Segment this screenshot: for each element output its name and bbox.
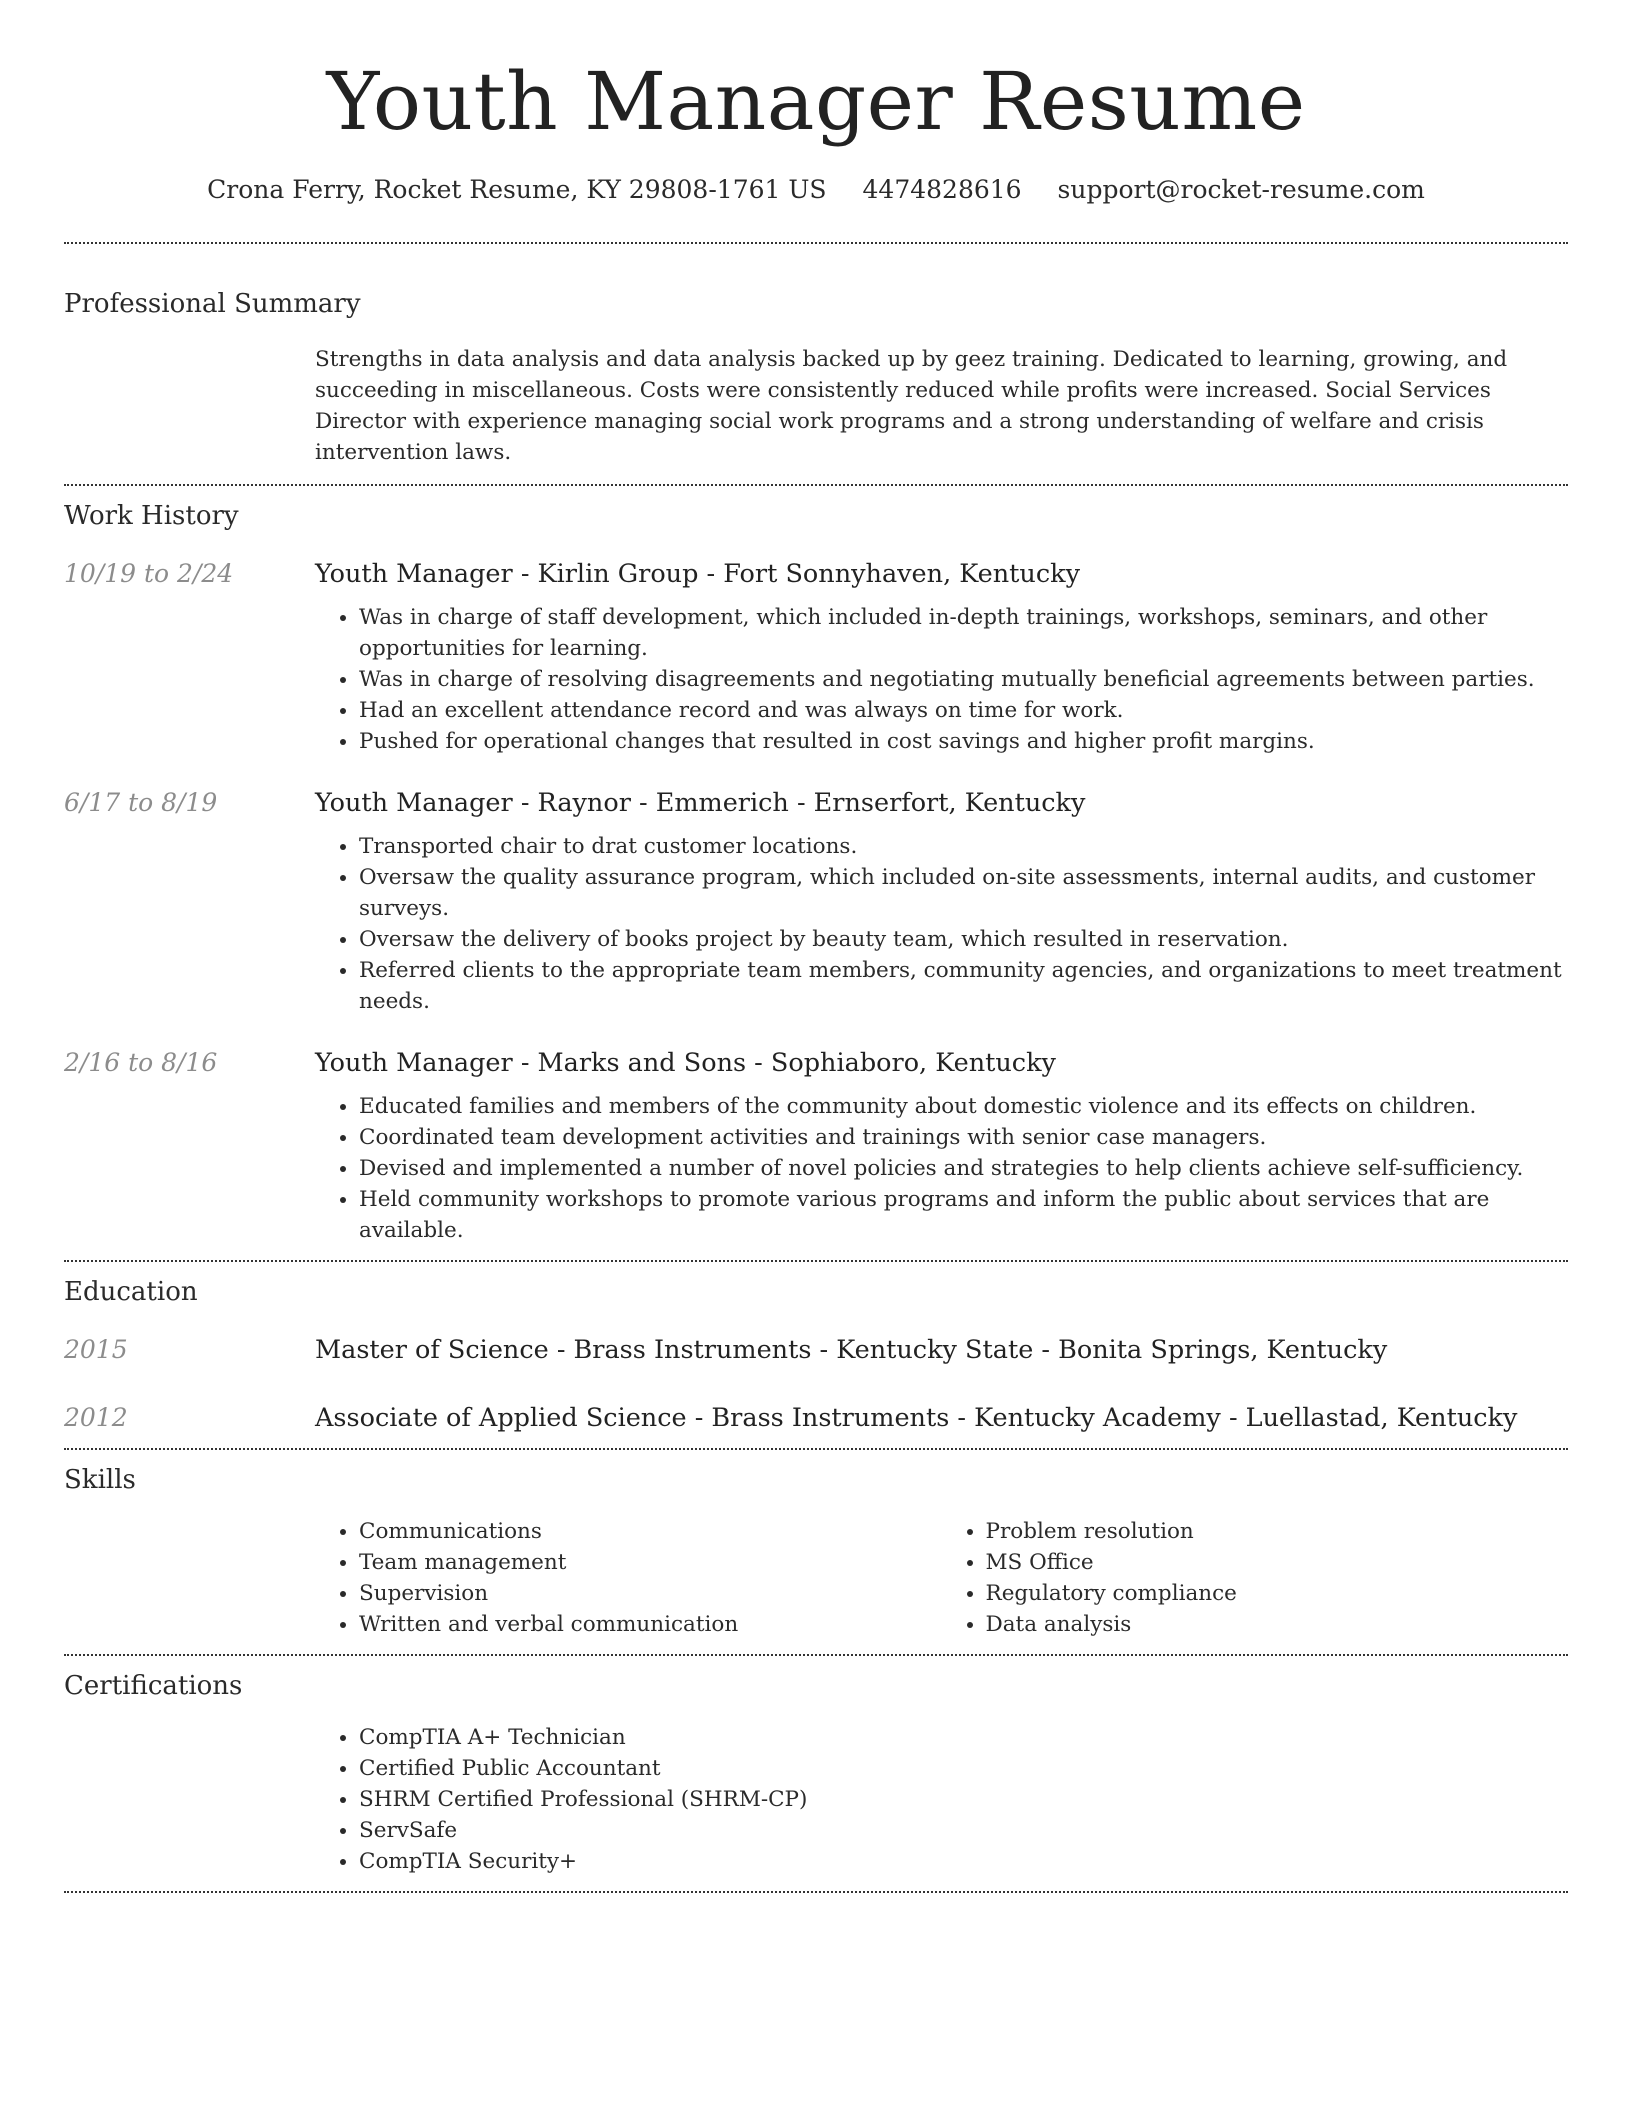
contact-address: Crona Ferry, Rocket Resume, KY 29808-1761 US bbox=[207, 175, 827, 204]
job-bullet: • Transported chair to drat customer locations. bbox=[359, 831, 1568, 862]
summary-text: Strengths in data analysis and data analysis backed up by geez training. Dedicated to learning, growing, and succeeding in miscellaneous. Costs were consistently reduced while profits were increased. Social Services Director with experience managing social work programs and a strong understanding of welfare and crisis intervention laws. bbox=[315, 347, 1508, 465]
skill-item: • Regulatory compliance bbox=[986, 1578, 1569, 1609]
resume-header bbox=[64, 0, 1568, 208]
education-entry bbox=[64, 1400, 1568, 1436]
education-degree: Associate of Applied Science - Brass Instruments - Kentucky Academy - Luellastad, Kentucky bbox=[315, 1403, 1518, 1433]
section-title-work: Work History bbox=[64, 501, 239, 531]
skills-grid bbox=[315, 1498, 1568, 1654]
contact-email: support@rocket-resume.com bbox=[1057, 175, 1425, 204]
resume-title: Youth Manager Resume bbox=[326, 55, 1306, 148]
job-bullet: • Devised and implemented a number of novel policies and strategies to help clients achieve self-sufficiency. bbox=[359, 1153, 1568, 1184]
job-date: 6/17 to 8/19 bbox=[64, 788, 218, 817]
job-bullets bbox=[315, 831, 1568, 1017]
skill-item: • Data analysis bbox=[986, 1609, 1569, 1640]
job-role: Youth Manager - Kirlin Group - Fort Sonnyhaven, Kentucky bbox=[315, 559, 1080, 589]
job-entry bbox=[64, 556, 1568, 757]
education-degree: Master of Science - Brass Instruments - Kentucky State - Bonita Springs, Kentucky bbox=[315, 1335, 1388, 1365]
skill-item: • Written and verbal communication bbox=[359, 1609, 942, 1640]
skill-item: • Supervision bbox=[359, 1578, 942, 1609]
section-title-education: Education bbox=[64, 1277, 198, 1307]
education-section bbox=[64, 1262, 1568, 1448]
certification-item: • ServSafe bbox=[359, 1815, 1568, 1846]
contact-phone: 4474828616 bbox=[862, 175, 1022, 204]
job-bullet: • Oversaw the delivery of books project by beauty team, which resulted in reservation. bbox=[359, 924, 1568, 955]
skill-item: • MS Office bbox=[986, 1547, 1569, 1578]
certification-bullets bbox=[315, 1722, 1568, 1877]
job-bullet: • Was in charge of resolving disagreements and negotiating mutually beneficial agreements between parties. bbox=[359, 664, 1568, 695]
job-bullet: • Oversaw the quality assurance program, which included on-site assessments, internal audits, and customer surveys. bbox=[359, 862, 1568, 924]
job-date: 10/19 to 2/24 bbox=[64, 559, 234, 588]
certification-item: • Certified Public Accountant bbox=[359, 1753, 1568, 1784]
job-bullet: • Pushed for operational changes that resulted in cost savings and higher profit margins. bbox=[359, 726, 1568, 757]
skill-item: • Communications bbox=[359, 1516, 942, 1547]
job-role: Youth Manager - Marks and Sons - Sophiaboro, Kentucky bbox=[315, 1048, 1056, 1078]
contact-line bbox=[64, 172, 1568, 208]
job-bullet: • Held community workshops to promote various programs and inform the public about services that are available. bbox=[359, 1184, 1568, 1246]
skill-item: • Team management bbox=[359, 1547, 942, 1578]
education-entry bbox=[64, 1332, 1568, 1368]
section-divider bbox=[64, 1891, 1568, 1893]
section-title-skills: Skills bbox=[64, 1465, 136, 1495]
job-bullet: • Was in charge of staff development, which included in-depth trainings, workshops, seminars, and other opportunities for learning. bbox=[359, 602, 1568, 664]
certification-item: • SHRM Certified Professional (SHRM-CP) bbox=[359, 1784, 1568, 1815]
certifications-section bbox=[64, 1656, 1568, 1891]
job-body bbox=[315, 785, 1568, 1017]
job-entry bbox=[64, 1045, 1568, 1246]
skills-column-right bbox=[942, 1516, 1569, 1640]
skills-section bbox=[64, 1450, 1568, 1654]
job-entry bbox=[64, 785, 1568, 1017]
section-title-summary: Professional Summary bbox=[64, 289, 361, 319]
skills-column-left bbox=[315, 1516, 942, 1640]
job-bullets bbox=[315, 602, 1568, 757]
job-bullet: • Coordinated team development activities and trainings with senior case managers. bbox=[359, 1122, 1568, 1153]
certification-item: • CompTIA A+ Technician bbox=[359, 1722, 1568, 1753]
job-body bbox=[315, 556, 1568, 757]
job-bullet: • Referred clients to the appropriate team members, community agencies, and organizations to meet treatment needs. bbox=[359, 955, 1568, 1017]
job-role: Youth Manager - Raynor - Emmerich - Ernserfort, Kentucky bbox=[315, 788, 1086, 818]
job-bullet: • Educated families and members of the community about domestic violence and its effects on children. bbox=[359, 1091, 1568, 1122]
job-bullet: • Had an excellent attendance record and was always on time for work. bbox=[359, 695, 1568, 726]
certifications-list bbox=[315, 1704, 1568, 1891]
work-history-section bbox=[64, 486, 1568, 1260]
certification-item: • CompTIA Security+ bbox=[359, 1846, 1568, 1877]
skill-item: • Problem resolution bbox=[986, 1516, 1569, 1547]
job-body bbox=[315, 1045, 1568, 1246]
professional-summary-section bbox=[64, 244, 1568, 484]
job-bullets bbox=[315, 1091, 1568, 1246]
education-date: 2012 bbox=[64, 1403, 128, 1432]
job-date: 2/16 to 8/16 bbox=[64, 1048, 218, 1077]
section-title-certifications: Certifications bbox=[64, 1671, 243, 1701]
education-date: 2015 bbox=[64, 1335, 128, 1364]
